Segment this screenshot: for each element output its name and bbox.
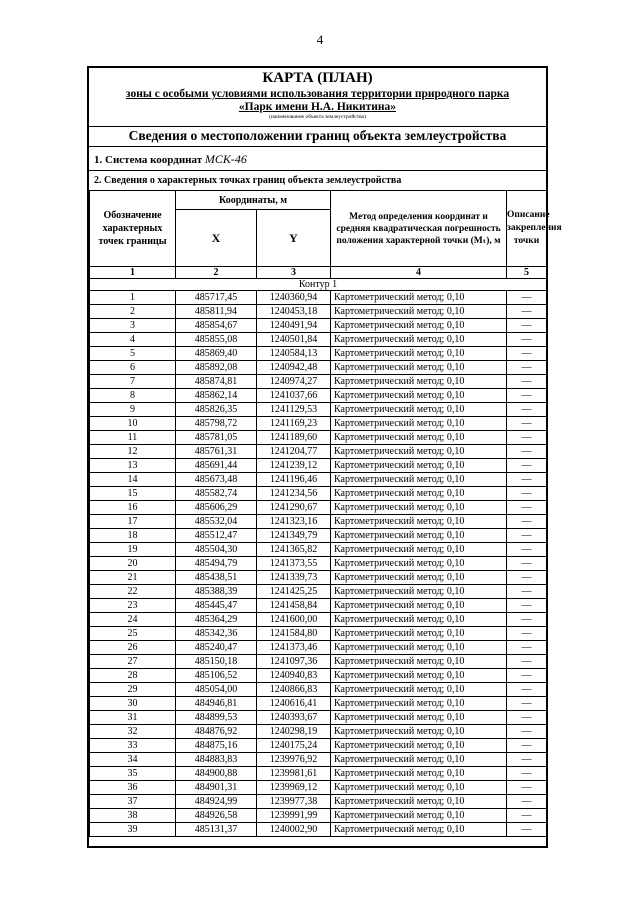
coord-x: 485532,04 — [176, 515, 257, 529]
description-cell: — — [507, 781, 547, 795]
point-number: 32 — [90, 725, 176, 739]
description-cell: — — [507, 627, 547, 641]
coord-y: 1240360,94 — [257, 291, 331, 305]
page-number: 4 — [316, 32, 324, 47]
table-row — [90, 641, 547, 655]
coord-y: 1241290,67 — [257, 501, 331, 515]
description-cell: — — [507, 697, 547, 711]
method-cell: Картометрический метод; 0,10 — [331, 655, 507, 669]
coord-y: 1240491,94 — [257, 319, 331, 333]
coord-y: 1240501,84 — [257, 333, 331, 347]
column-number: 5 — [507, 267, 547, 279]
table-row — [90, 543, 547, 557]
coord-x: 485691,44 — [176, 459, 257, 473]
header-method: Метод определения координат и средняя квадратическая погрешность положения характерной точки (Mₜ), м — [331, 191, 507, 267]
coord-x: 484901,31 — [176, 781, 257, 795]
method-cell: Картометрический метод; 0,10 — [331, 431, 507, 445]
table-row — [90, 655, 547, 669]
description-cell: — — [507, 641, 547, 655]
method-cell: Картометрический метод; 0,10 — [331, 501, 507, 515]
table-row — [90, 739, 547, 753]
table-row — [90, 669, 547, 683]
point-number: 37 — [90, 795, 176, 809]
method-cell: Картометрический метод; 0,10 — [331, 613, 507, 627]
point-number: 1 — [90, 291, 176, 305]
method-cell: Картометрический метод; 0,10 — [331, 403, 507, 417]
method-cell: Картометрический метод; 0,10 — [331, 809, 507, 823]
description-cell: — — [507, 515, 547, 529]
method-cell: Картометрический метод; 0,10 — [331, 543, 507, 557]
point-number: 8 — [90, 389, 176, 403]
table-row — [90, 487, 547, 501]
header-y: Y — [257, 210, 331, 267]
column-number: 1 — [90, 267, 176, 279]
divider — [89, 170, 546, 171]
coord-y: 1240298,19 — [257, 725, 331, 739]
point-number: 21 — [90, 571, 176, 585]
point-number: 28 — [90, 669, 176, 683]
coord-y: 1241196,46 — [257, 473, 331, 487]
coord-x: 484924,99 — [176, 795, 257, 809]
method-cell: Картометрический метод; 0,10 — [331, 823, 507, 837]
method-cell: Картометрический метод; 0,10 — [331, 529, 507, 543]
coord-y: 1240866,83 — [257, 683, 331, 697]
coord-y: 1239969,12 — [257, 781, 331, 795]
description-cell: — — [507, 417, 547, 431]
coord-x: 485240,47 — [176, 641, 257, 655]
description-cell: — — [507, 739, 547, 753]
description-cell: — — [507, 333, 547, 347]
coord-y: 1241600,00 — [257, 613, 331, 627]
object-name: «Парк имени Н.А. Никитина» — [238, 101, 397, 113]
coordinate-system-label: 1. Система координат — [94, 154, 203, 166]
document-title: КАРТА (ПЛАН) — [262, 70, 373, 86]
coord-y: 1241169,23 — [257, 417, 331, 431]
header-description: Описание закрепления точки — [507, 191, 547, 267]
coord-y: 1239981,61 — [257, 767, 331, 781]
coord-x: 485388,39 — [176, 585, 257, 599]
header-coordinates: Координаты, м — [176, 191, 331, 210]
coord-y: 1241339,73 — [257, 571, 331, 585]
table-row — [90, 389, 547, 403]
point-number: 12 — [90, 445, 176, 459]
points-info-title: 2. Сведения о характерных точках границ объекта землеустройства — [94, 175, 402, 186]
document-frame — [87, 66, 562, 848]
coord-x: 485761,31 — [176, 445, 257, 459]
coord-y: 1241373,55 — [257, 557, 331, 571]
method-cell: Картометрический метод; 0,10 — [331, 781, 507, 795]
description-cell: — — [507, 767, 547, 781]
table-row — [90, 305, 547, 319]
coord-x: 485854,67 — [176, 319, 257, 333]
coord-y: 1240002,90 — [257, 823, 331, 837]
point-number: 2 — [90, 305, 176, 319]
coord-y: 1240616,41 — [257, 697, 331, 711]
description-cell: — — [507, 389, 547, 403]
table-row — [90, 333, 547, 347]
table-row — [90, 417, 547, 431]
description-cell: — — [507, 557, 547, 571]
description-cell: — — [507, 431, 547, 445]
method-cell: Картометрический метод; 0,10 — [331, 347, 507, 361]
point-number: 7 — [90, 375, 176, 389]
method-cell: Картометрический метод; 0,10 — [331, 487, 507, 501]
divider — [89, 146, 546, 147]
method-cell: Картометрический метод; 0,10 — [331, 319, 507, 333]
table-row — [90, 375, 547, 389]
table-row — [90, 347, 547, 361]
method-cell: Картометрический метод; 0,10 — [331, 459, 507, 473]
coord-y: 1241584,80 — [257, 627, 331, 641]
coord-x: 485606,29 — [176, 501, 257, 515]
table-row — [90, 319, 547, 333]
point-number: 22 — [90, 585, 176, 599]
coord-y: 1241365,82 — [257, 543, 331, 557]
description-cell: — — [507, 529, 547, 543]
header-designation: Обозначение характерных точек границы — [90, 191, 176, 267]
description-cell: — — [507, 319, 547, 333]
method-cell: Картометрический метод; 0,10 — [331, 767, 507, 781]
coord-x: 484946,81 — [176, 697, 257, 711]
object-name-caption: (наименование объекта землеустройства) — [269, 114, 366, 120]
title-block — [89, 68, 546, 121]
table-row — [90, 725, 547, 739]
table-row — [90, 823, 547, 837]
method-cell: Картометрический метод; 0,10 — [331, 305, 507, 319]
description-cell: — — [507, 501, 547, 515]
table-row — [90, 291, 547, 305]
method-cell: Картометрический метод; 0,10 — [331, 795, 507, 809]
point-number: 24 — [90, 613, 176, 627]
point-number: 18 — [90, 529, 176, 543]
coord-y: 1241373,46 — [257, 641, 331, 655]
method-cell: Картометрический метод; 0,10 — [331, 739, 507, 753]
coord-x: 485150,18 — [176, 655, 257, 669]
table-row — [90, 501, 547, 515]
section-title: Сведения о местоположении границ объекта землеустройства — [128, 128, 507, 143]
coord-y: 1240940,83 — [257, 669, 331, 683]
description-cell: — — [507, 669, 547, 683]
coord-y: 1240584,13 — [257, 347, 331, 361]
document-subtitle: зоны с особыми условиями использования территории природного парка — [125, 88, 510, 100]
coord-x: 485855,08 — [176, 333, 257, 347]
coord-y: 1240175,24 — [257, 739, 331, 753]
method-cell: Картометрический метод; 0,10 — [331, 753, 507, 767]
description-cell: — — [507, 459, 547, 473]
point-number: 16 — [90, 501, 176, 515]
column-number: 4 — [331, 267, 507, 279]
coord-x: 485892,08 — [176, 361, 257, 375]
coord-x: 485862,14 — [176, 389, 257, 403]
point-number: 33 — [90, 739, 176, 753]
method-cell: Картометрический метод; 0,10 — [331, 375, 507, 389]
point-number: 39 — [90, 823, 176, 837]
description-cell: — — [507, 753, 547, 767]
description-cell: — — [507, 305, 547, 319]
coord-x: 485494,79 — [176, 557, 257, 571]
coord-x: 484899,53 — [176, 711, 257, 725]
coord-x: 485798,72 — [176, 417, 257, 431]
table-row — [90, 781, 547, 795]
description-cell: — — [507, 585, 547, 599]
description-cell: — — [507, 403, 547, 417]
method-cell: Картометрический метод; 0,10 — [331, 599, 507, 613]
divider — [89, 126, 546, 127]
method-cell: Картометрический метод; 0,10 — [331, 641, 507, 655]
table-row — [90, 585, 547, 599]
table-row — [90, 795, 547, 809]
coord-x: 485874,81 — [176, 375, 257, 389]
method-cell: Картометрический метод; 0,10 — [331, 361, 507, 375]
description-cell: — — [507, 375, 547, 389]
coord-y: 1241234,56 — [257, 487, 331, 501]
point-number: 4 — [90, 333, 176, 347]
coord-x: 485445,47 — [176, 599, 257, 613]
coord-x: 485582,74 — [176, 487, 257, 501]
coord-y: 1241349,79 — [257, 529, 331, 543]
description-cell: — — [507, 543, 547, 557]
point-number: 5 — [90, 347, 176, 361]
table-row — [90, 809, 547, 823]
point-number: 38 — [90, 809, 176, 823]
description-cell: — — [507, 361, 547, 375]
point-number: 35 — [90, 767, 176, 781]
description-cell: — — [507, 347, 547, 361]
table-row — [90, 403, 547, 417]
table-row — [90, 599, 547, 613]
column-number: 3 — [257, 267, 331, 279]
table-row — [90, 529, 547, 543]
column-number: 2 — [176, 267, 257, 279]
coord-x: 485438,51 — [176, 571, 257, 585]
table-row — [90, 515, 547, 529]
description-cell: — — [507, 809, 547, 823]
description-cell: — — [507, 613, 547, 627]
contour-label: Контур 1 — [90, 279, 547, 291]
description-cell: — — [507, 473, 547, 487]
table-row — [90, 459, 547, 473]
method-cell: Картометрический метод; 0,10 — [331, 585, 507, 599]
description-cell: — — [507, 683, 547, 697]
point-number: 20 — [90, 557, 176, 571]
point-number: 30 — [90, 697, 176, 711]
table-row — [90, 571, 547, 585]
coord-x: 485054,00 — [176, 683, 257, 697]
coord-x: 485106,52 — [176, 669, 257, 683]
point-number: 34 — [90, 753, 176, 767]
table-row — [90, 431, 547, 445]
coord-y: 1241425,25 — [257, 585, 331, 599]
point-number: 11 — [90, 431, 176, 445]
coord-x: 485342,36 — [176, 627, 257, 641]
method-cell: Картометрический метод; 0,10 — [331, 683, 507, 697]
coord-x: 484883,83 — [176, 753, 257, 767]
point-number: 3 — [90, 319, 176, 333]
table-row — [90, 445, 547, 459]
coord-y: 1241129,53 — [257, 403, 331, 417]
coord-x: 485504,30 — [176, 543, 257, 557]
coord-y: 1239991,99 — [257, 809, 331, 823]
point-number: 15 — [90, 487, 176, 501]
point-number: 29 — [90, 683, 176, 697]
point-number: 27 — [90, 655, 176, 669]
method-cell: Картометрический метод; 0,10 — [331, 669, 507, 683]
table-row — [90, 753, 547, 767]
method-cell: Картометрический метод; 0,10 — [331, 557, 507, 571]
coord-x: 485673,48 — [176, 473, 257, 487]
method-cell: Картометрический метод; 0,10 — [331, 571, 507, 585]
table-row — [90, 557, 547, 571]
point-number: 13 — [90, 459, 176, 473]
method-cell: Картометрический метод; 0,10 — [331, 333, 507, 347]
point-number: 6 — [90, 361, 176, 375]
coordinate-system-value: МСК-46 — [204, 152, 247, 166]
coord-x: 485811,94 — [176, 305, 257, 319]
coord-y: 1240974,27 — [257, 375, 331, 389]
coord-y: 1241204,77 — [257, 445, 331, 459]
description-cell: — — [507, 823, 547, 837]
coord-x: 484926,58 — [176, 809, 257, 823]
table-row — [90, 473, 547, 487]
description-cell: — — [507, 291, 547, 305]
description-cell: — — [507, 487, 547, 501]
coord-y: 1241189,60 — [257, 431, 331, 445]
method-cell: Картометрический метод; 0,10 — [331, 697, 507, 711]
coord-x: 485131,37 — [176, 823, 257, 837]
table-row — [90, 683, 547, 697]
coord-x: 485781,05 — [176, 431, 257, 445]
coord-x: 484875,16 — [176, 739, 257, 753]
point-number: 36 — [90, 781, 176, 795]
method-cell: Картометрический метод; 0,10 — [331, 627, 507, 641]
coord-y: 1241239,12 — [257, 459, 331, 473]
description-cell: — — [507, 571, 547, 585]
coord-y: 1241458,84 — [257, 599, 331, 613]
point-number: 19 — [90, 543, 176, 557]
coord-x: 485717,45 — [176, 291, 257, 305]
coord-y: 1240393,67 — [257, 711, 331, 725]
coord-y: 1239976,92 — [257, 753, 331, 767]
coord-x: 484876,92 — [176, 725, 257, 739]
table-row — [90, 613, 547, 627]
point-number: 23 — [90, 599, 176, 613]
method-cell: Картометрический метод; 0,10 — [331, 417, 507, 431]
method-cell: Картометрический метод; 0,10 — [331, 725, 507, 739]
method-cell: Картометрический метод; 0,10 — [331, 473, 507, 487]
coord-x: 485826,35 — [176, 403, 257, 417]
description-cell: — — [507, 445, 547, 459]
header-x: X — [176, 210, 257, 267]
coord-y: 1239977,38 — [257, 795, 331, 809]
point-number: 25 — [90, 627, 176, 641]
description-cell: — — [507, 599, 547, 613]
table-row — [90, 767, 547, 781]
table-row — [90, 361, 547, 375]
table-row — [90, 627, 547, 641]
description-cell: — — [507, 711, 547, 725]
method-cell: Картометрический метод; 0,10 — [331, 389, 507, 403]
point-number: 31 — [90, 711, 176, 725]
coord-x: 485364,29 — [176, 613, 257, 627]
point-number: 14 — [90, 473, 176, 487]
method-cell: Картометрический метод; 0,10 — [331, 711, 507, 725]
point-number: 10 — [90, 417, 176, 431]
coord-y: 1240453,18 — [257, 305, 331, 319]
coord-y: 1241097,36 — [257, 655, 331, 669]
method-cell: Картометрический метод; 0,10 — [331, 291, 507, 305]
method-cell: Картометрический метод; 0,10 — [331, 445, 507, 459]
description-cell: — — [507, 795, 547, 809]
coord-x: 484900,88 — [176, 767, 257, 781]
point-number: 17 — [90, 515, 176, 529]
coord-x: 485869,40 — [176, 347, 257, 361]
coord-y: 1241323,16 — [257, 515, 331, 529]
description-cell: — — [507, 725, 547, 739]
table-row — [90, 711, 547, 725]
point-number: 26 — [90, 641, 176, 655]
description-cell: — — [507, 655, 547, 669]
table-row — [90, 697, 547, 711]
boundary-points-table — [89, 190, 562, 837]
coord-y: 1240942,48 — [257, 361, 331, 375]
method-cell: Картометрический метод; 0,10 — [331, 515, 507, 529]
coord-y: 1241037,66 — [257, 389, 331, 403]
coordinate-system — [94, 152, 247, 167]
point-number: 9 — [90, 403, 176, 417]
coord-x: 485512,47 — [176, 529, 257, 543]
